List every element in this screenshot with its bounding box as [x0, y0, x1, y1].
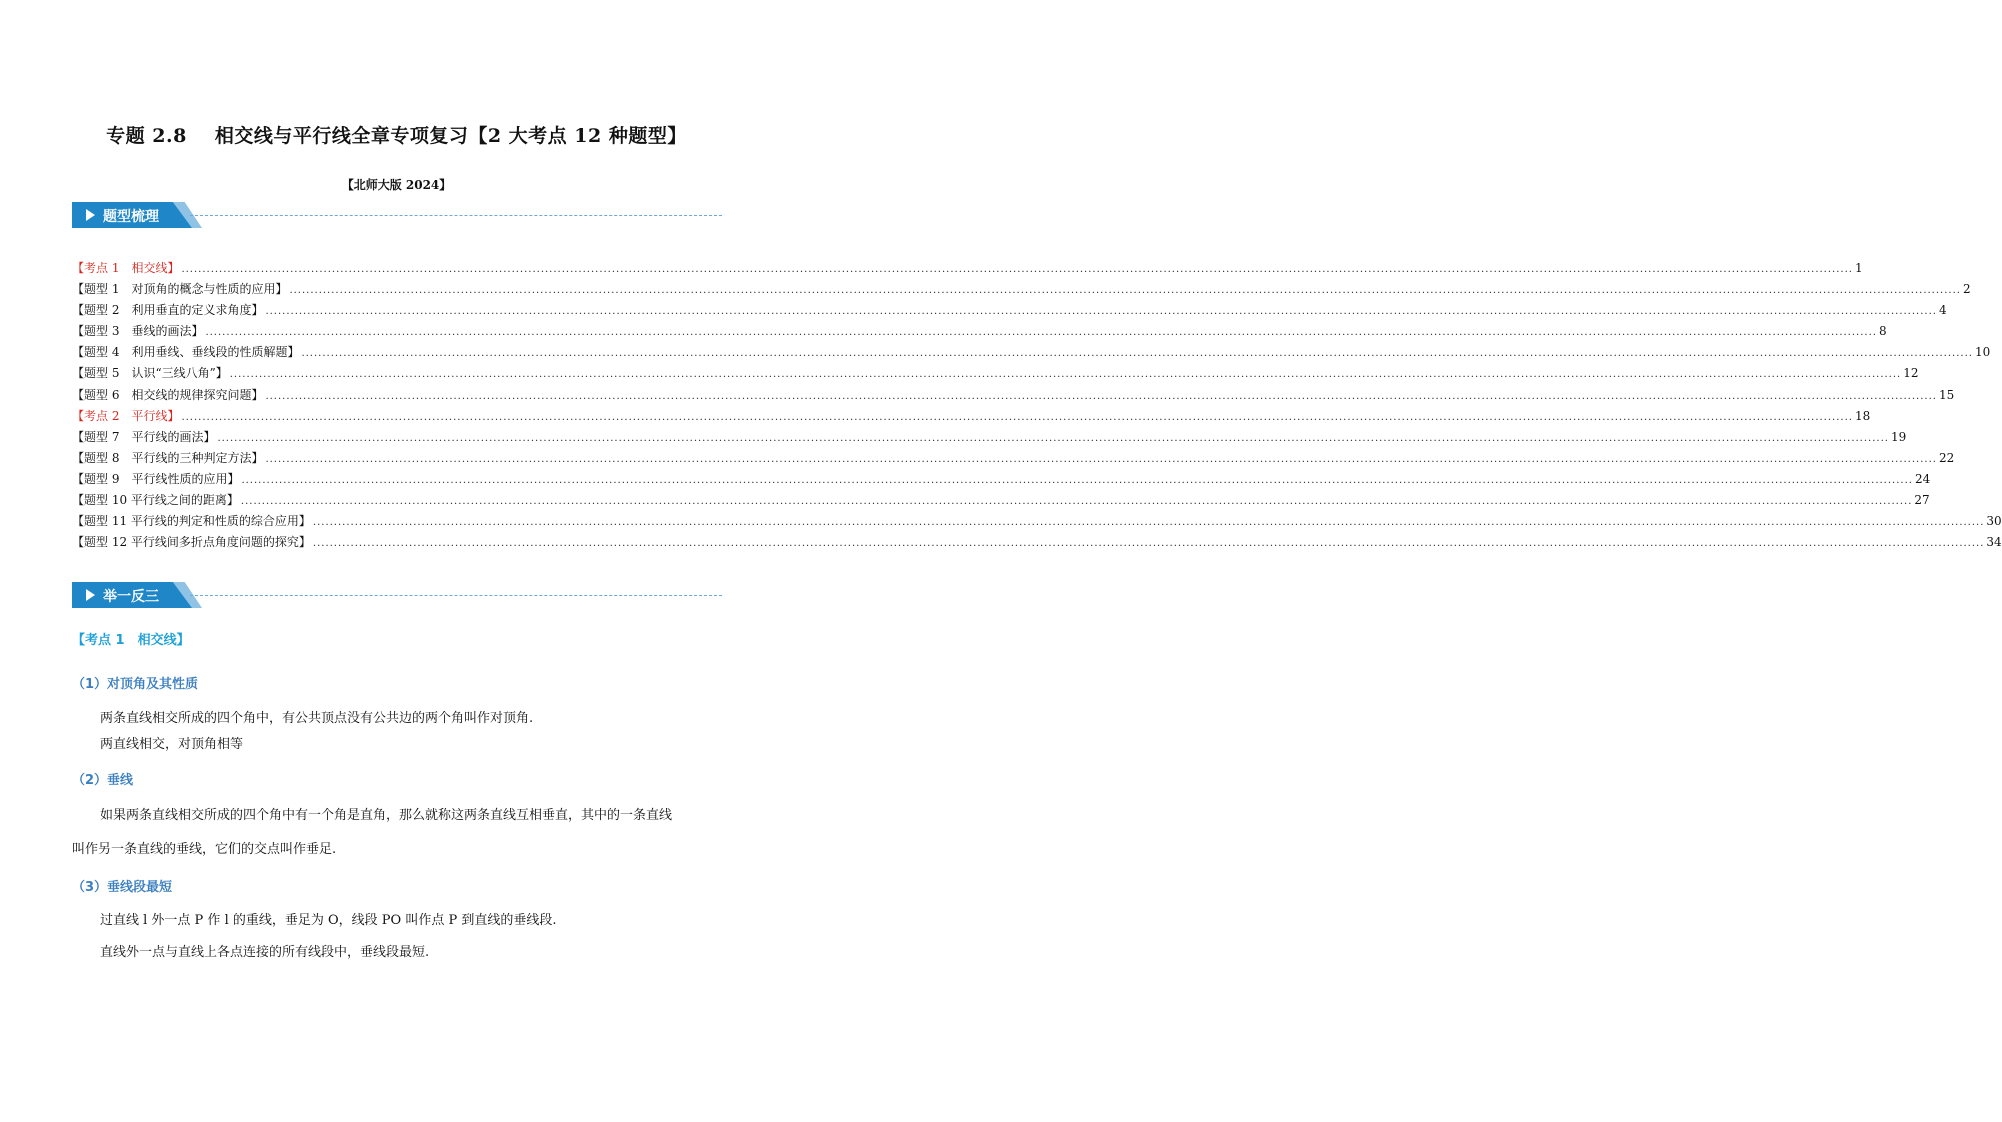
paragraph [72, 704, 722, 760]
text-line: 如果两条直线相交所成的四个角中有一个角是直角，那么就称这两条直线互相垂直，其中的一条直线 [100, 808, 673, 823]
toc-page-number: 24 [1914, 471, 1931, 486]
toc-entry-label: 【题型 4 利用垂线、垂线段的性质解题】 [72, 345, 300, 360]
toc-entry-label: 【题型 6 相交线的规律探究问题】 [72, 387, 264, 402]
dashed-divider [190, 595, 722, 596]
toc-entry[interactable] [72, 343, 1991, 364]
toc-entry[interactable] [72, 491, 1930, 512]
toc-entry[interactable] [72, 386, 1955, 407]
dashed-divider [190, 215, 722, 216]
toc-page-number: 27 [1914, 493, 1930, 508]
toc-page-number: 4 [1938, 303, 1947, 318]
text-line: 两条直线相交所成的四个角中，有公共顶点没有公共边的两个角叫作对顶角. [100, 711, 534, 726]
text-line: 两直线相交，对顶角相等 [100, 737, 244, 752]
toc-page-number: 12 [1903, 366, 1919, 381]
toc-leader-dots: ................................................................................................................................................................................................................................................................................................................................................................................................................ [312, 517, 1985, 529]
toc-entry-label: 【题型 8 平行线的三种判定方法】 [72, 450, 264, 465]
toc-leader-dots: ................................................................................................................................................................................................................................................................................................................................................................................................................ [205, 327, 1877, 339]
toc-page-number: 8 [1878, 324, 1887, 339]
toc-leader-dots: ................................................................................................................................................................................................................................................................................................................................................................................................................ [181, 264, 1853, 275]
toc-banner [72, 202, 722, 228]
toc-entry[interactable] [72, 259, 1863, 280]
toc-entry-label: 【考点 1 相交线】 [72, 261, 180, 275]
table-of-contents [72, 259, 2002, 554]
toc-entry-label: 【题型 5 认识“三线八角”】 [72, 366, 228, 381]
toc-page-number: 30 [1986, 514, 2002, 529]
toc-leader-dots: ................................................................................................................................................................................................................................................................................................................................................................................................................ [301, 348, 1973, 360]
title-text: 相交线与平行线全章专项复习【2 大考点 12 种题型】 [214, 125, 687, 147]
title-number: 专题 2.8 [106, 125, 187, 147]
toc-entry[interactable] [72, 533, 2002, 554]
toc-page-number: 22 [1938, 450, 1955, 465]
toc-banner-label: 题型梳理 [103, 209, 159, 225]
play-icon [86, 589, 95, 601]
paragraph [72, 905, 722, 969]
toc-page-number: 18 [1854, 408, 1871, 423]
text-line: 叫作另一条直线的垂线，它们的交点叫作垂足. [72, 842, 337, 857]
toc-entry-label: 【题型 1 对顶角的概念与性质的应用】 [72, 282, 288, 297]
toc-page-number: 1 [1854, 261, 1863, 275]
examples-banner-label: 举一反三 [103, 589, 159, 605]
toc-leader-dots: ................................................................................................................................................................................................................................................................................................................................................................................................................ [312, 538, 1985, 550]
toc-leader-dots: ................................................................................................................................................................................................................................................................................................................................................................................................................ [181, 411, 1853, 423]
toc-entry[interactable] [72, 301, 1947, 322]
toc-entry-label: 【题型 3 垂线的画法】 [72, 324, 204, 339]
toc-entry[interactable] [72, 428, 1907, 449]
toc-entry-label: 【题型 9 平行线性质的应用】 [72, 471, 240, 486]
toc-entry[interactable] [72, 407, 1871, 428]
toc-page-number: 2 [1962, 282, 1971, 297]
toc-leader-dots: ................................................................................................................................................................................................................................................................................................................................................................................................................ [241, 474, 1913, 486]
toc-entry-label: 【题型 2 利用垂直的定义求角度】 [72, 303, 264, 318]
toc-entry-label: 【题型 7 平行线的画法】 [72, 429, 216, 444]
toc-entry-label: 【题型 10 平行线之间的距离】 [72, 493, 239, 508]
toc-page-number: 10 [1974, 345, 1991, 360]
toc-entry[interactable] [72, 512, 2002, 533]
toc-leader-dots: ................................................................................................................................................................................................................................................................................................................................................................................................................ [265, 306, 1937, 318]
toc-leader-dots: ................................................................................................................................................................................................................................................................................................................................................................................................................ [240, 496, 1913, 508]
toc-leader-dots: ................................................................................................................................................................................................................................................................................................................................................................................................................ [229, 369, 1902, 381]
toc-leader-dots: ................................................................................................................................................................................................................................................................................................................................................................................................................ [265, 390, 1937, 402]
section-heading-1: （1）对顶角及其性质 [72, 677, 199, 692]
toc-entry[interactable] [72, 322, 1887, 343]
toc-entry[interactable] [72, 364, 1919, 385]
toc-page-number: 15 [1938, 387, 1955, 402]
toc-page-number: 19 [1890, 429, 1907, 444]
toc-page-number: 34 [1986, 535, 2002, 550]
toc-entry[interactable] [72, 280, 1971, 301]
toc-entry[interactable] [72, 470, 1931, 491]
play-icon [86, 209, 95, 221]
toc-leader-dots: ................................................................................................................................................................................................................................................................................................................................................................................................................ [265, 453, 1937, 465]
text-line: 直线外一点与直线上各点连接的所有线段中，垂线段最短. [100, 945, 430, 960]
toc-entry-label: 【题型 12 平行线间多折点角度问题的探究】 [72, 535, 311, 550]
toc-entry[interactable] [72, 449, 1955, 470]
paragraph [72, 799, 722, 867]
section-heading-2: （2）垂线 [72, 773, 134, 788]
page-title [0, 121, 793, 148]
toc-entry-label: 【题型 11 平行线的判定和性质的综合应用】 [72, 514, 311, 529]
examples-banner [72, 582, 722, 608]
toc-entry-label: 【考点 2 平行线】 [72, 408, 180, 423]
toc-leader-dots: ................................................................................................................................................................................................................................................................................................................................................................................................................ [289, 285, 1961, 297]
kaodian-heading: 【考点 1 相交线】 [72, 633, 190, 648]
text-line: 过直线 l 外一点 P 作 l 的重线，垂足为 O，线段 PO 叫作点 P 到直线的垂线段. [100, 913, 557, 928]
edition-label: 【北师大版 2024】 [341, 178, 452, 192]
section-heading-3: （3）垂线段最短 [72, 880, 173, 895]
toc-leader-dots: ................................................................................................................................................................................................................................................................................................................................................................................................................ [217, 432, 1889, 444]
